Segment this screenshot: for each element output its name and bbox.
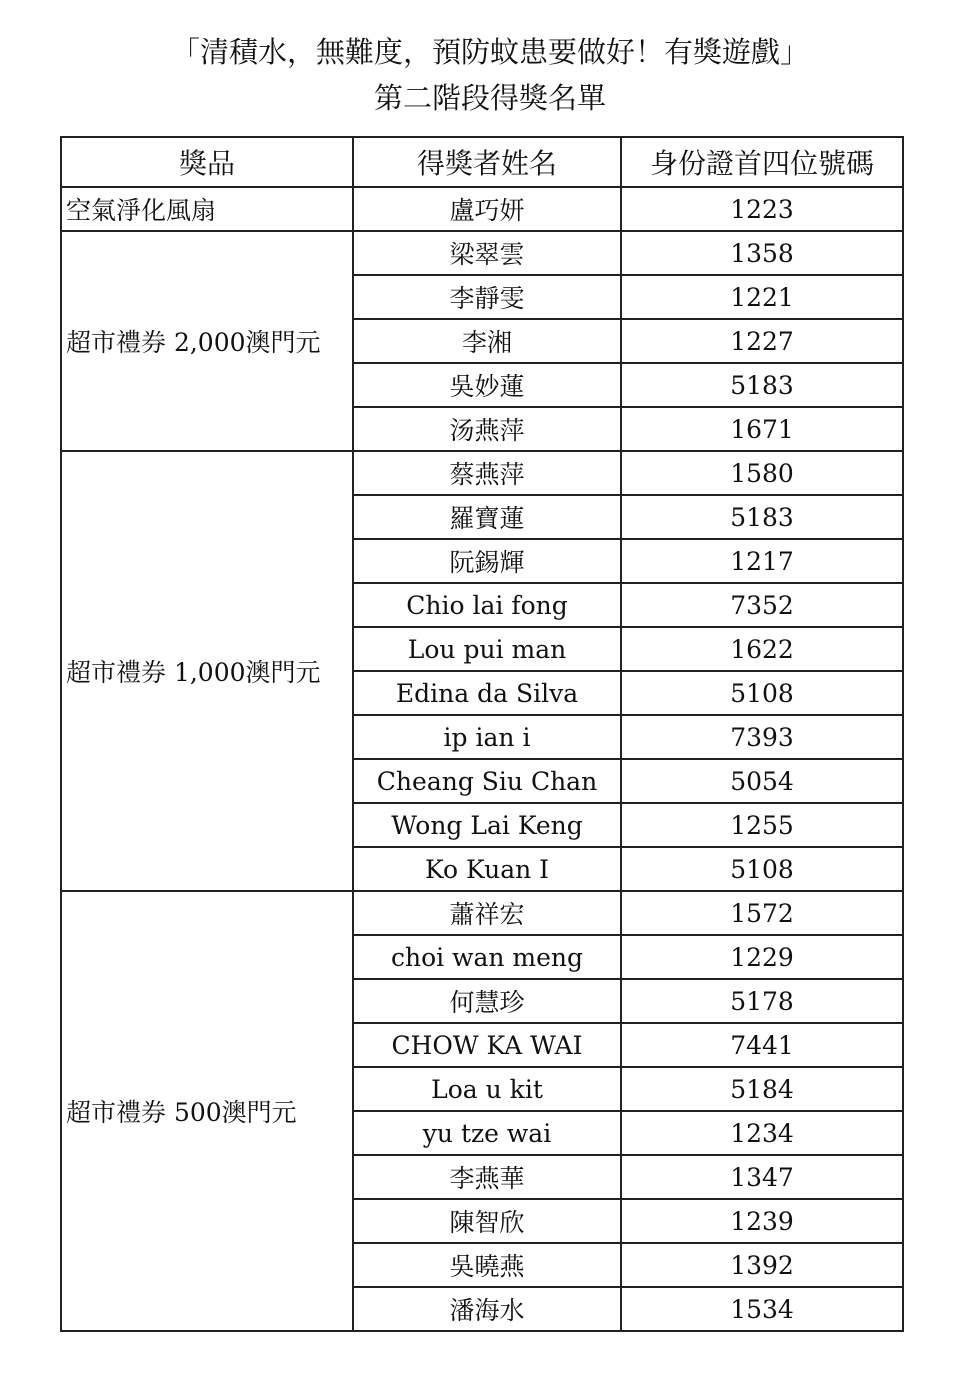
winner-name-cell: 蔡燕萍 [353,451,621,495]
winner-name-cell: Lou pui man [353,627,621,671]
id-digits-cell: 5108 [621,671,903,715]
winner-name-cell: Cheang Siu Chan [353,759,621,803]
winner-name-cell: 陳智欣 [353,1199,621,1243]
prize-cell: 超市禮券 1,000澳門元 [61,451,353,891]
id-digits-cell: 1229 [621,935,903,979]
id-digits-cell: 5108 [621,847,903,891]
winner-name-cell: ip ian i [353,715,621,759]
header-name: 得獎者姓名 [353,137,621,187]
winners-table [60,136,904,1332]
id-digits-cell: 7441 [621,1023,903,1067]
id-digits-cell: 1255 [621,803,903,847]
id-digits-cell: 1234 [621,1111,903,1155]
winner-name-cell: 羅寶蓮 [353,495,621,539]
id-digits-cell: 1223 [621,187,903,231]
winner-name-cell: 阮錫輝 [353,539,621,583]
id-digits-cell: 1217 [621,539,903,583]
prize-cell: 超市禮券 2,000澳門元 [61,231,353,451]
id-digits-cell: 5184 [621,1067,903,1111]
header-prize: 獎品 [61,137,353,187]
id-digits-cell: 1239 [621,1199,903,1243]
winner-name-cell: CHOW KA WAI [353,1023,621,1067]
id-digits-cell: 7393 [621,715,903,759]
winner-name-cell: yu tze wai [353,1111,621,1155]
winner-name-cell: choi wan meng [353,935,621,979]
id-digits-cell: 1392 [621,1243,903,1287]
winner-name-cell: 何慧珍 [353,979,621,1023]
winner-name-cell: 吳曉燕 [353,1243,621,1287]
title-line-2: 第二階段得獎名單 [373,81,606,115]
winner-name-cell: 潘海水 [353,1287,621,1331]
id-digits-cell: 1534 [621,1287,903,1331]
winner-name-cell: Wong Lai Keng [353,803,621,847]
winner-name-cell: Edina da Silva [353,671,621,715]
winner-name-cell: Ko Kuan I [353,847,621,891]
winner-name-cell: Chio lai fong [353,583,621,627]
winner-name-cell: 吳妙蓮 [353,363,621,407]
id-digits-cell: 1671 [621,407,903,451]
id-digits-cell: 7352 [621,583,903,627]
id-digits-cell: 5183 [621,363,903,407]
id-digits-cell: 5054 [621,759,903,803]
table-row [61,891,903,935]
id-digits-cell: 1347 [621,1155,903,1199]
id-digits-cell: 1572 [621,891,903,935]
title-line-1: 「清積水，無難度，預防蚊患要做好！有獎遊戲」 [170,35,809,69]
id-digits-cell: 5178 [621,979,903,1023]
winner-name-cell: 蕭祥宏 [353,891,621,935]
id-digits-cell: 1580 [621,451,903,495]
table-row [61,451,903,495]
id-digits-cell: 1227 [621,319,903,363]
winner-name-cell: 汤燕萍 [353,407,621,451]
winner-name-cell: 盧巧妍 [353,187,621,231]
id-digits-cell: 5183 [621,495,903,539]
winner-name-cell: Loa u kit [353,1067,621,1111]
id-digits-cell: 1622 [621,627,903,671]
table-row [61,187,903,231]
winner-name-cell: 李湘 [353,319,621,363]
header-row [61,137,903,187]
winner-name-cell: 李靜雯 [353,275,621,319]
header-id: 身份證首四位號碼 [621,137,903,187]
id-digits-cell: 1358 [621,231,903,275]
id-digits-cell: 1221 [621,275,903,319]
prize-cell: 超市禮券 500澳門元 [61,891,353,1331]
table-row [61,231,903,275]
winner-name-cell: 李燕華 [353,1155,621,1199]
prize-cell: 空氣淨化風扇 [61,187,353,231]
winner-name-cell: 梁翠雲 [353,231,621,275]
